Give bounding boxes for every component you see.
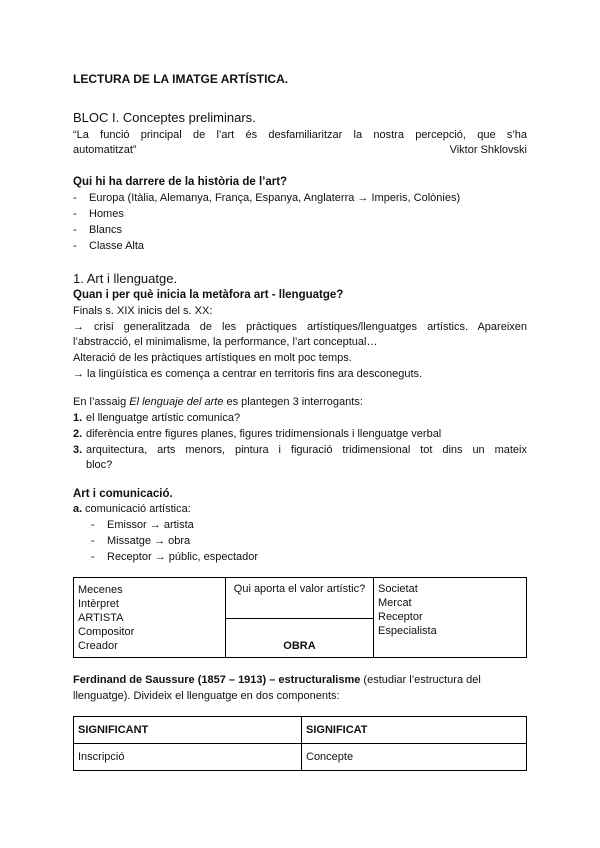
text-line: Alteració de les pràctiques artístiques en molt poc temps. (73, 352, 352, 364)
item-number: 1. (73, 412, 83, 424)
text-line: Finals s. XIX inicis del s. XX: (73, 305, 213, 317)
darrere-item: - Classe Alta (73, 240, 145, 252)
darrere-heading: Qui hi ha darrere de la història de l’art? (73, 176, 288, 188)
darrere-item: - Homes (73, 208, 124, 220)
text-line: → la lingüística es comença a centrar en territoris fins ara desconeguts. (73, 368, 423, 380)
darrere-item-text: Blancs (89, 224, 123, 236)
item-text: el llenguatge artístic comunica? (86, 412, 241, 424)
question-heading: Quan i per què inicia la metàfora art - llenguatge? (73, 289, 344, 301)
assaig-intro (73, 395, 527, 410)
table-cell-line: ARTISTA (78, 612, 124, 624)
list-item: - Emissor → artista (91, 519, 194, 531)
table-cell-line: Intèrpret (78, 598, 119, 610)
table-cell-line: Compositor (78, 626, 135, 638)
table-cell-line: Creador (78, 640, 118, 652)
table-cell-right (374, 578, 527, 658)
bloc-heading-text: BLOC I. Conceptes preliminars. (73, 110, 256, 125)
numbered-item (73, 427, 527, 442)
section-heading-art-llenguatge: 1. Art i llenguatge. (73, 271, 178, 286)
table-header-cell: SIGNIFICANT (74, 717, 302, 744)
saussure-line-2: llenguatge). Divideix el llenguatge en dos components: (73, 690, 340, 702)
table-cell: Concepte (302, 744, 527, 771)
darrere-item: - Europa (Itàlia, Alemanya, França, Espanya, Anglaterra → Imperis, Colònies) (73, 192, 461, 204)
darrere-item-text: Europa (Itàlia, Alemanya, França, Espanya, Anglaterra → Imperis, Colònies) (89, 192, 461, 204)
sub-text: comunicació artística: (85, 503, 191, 515)
document-title: LECTURA DE LA IMATGE ARTÍSTICA. (73, 72, 289, 86)
table-cell-line: Societat (378, 583, 418, 595)
darrere-item-text: Homes (89, 208, 124, 220)
saussure-bold: Ferdinand de Saussure (1857 – 1913) – estructuralisme (73, 674, 361, 686)
item-number: 3. (73, 444, 83, 456)
assaig-intro-text: En l’assaig (73, 396, 130, 408)
item-number: 2. (73, 428, 83, 440)
quote-author: Viktor Shklovski (449, 144, 527, 156)
table-cell-left (74, 578, 226, 658)
book-title: El lenguaje del arte (129, 396, 224, 408)
table-cell-line: Especialista (378, 625, 437, 637)
sub-item (73, 502, 527, 517)
table-cell-line: Mercat (378, 597, 412, 609)
table-header-cell: SIGNIFICAT (302, 717, 527, 744)
assaig-intro-text: es plantegen 3 interrogants: (223, 396, 363, 408)
bloc-heading (73, 110, 527, 125)
item-text: diferència entre figures planes, figures tridimensionals i llenguatge verbal (86, 428, 442, 440)
sign-table (73, 716, 527, 771)
quote-line-1: “La funció principal de l’art és desfamiliaritzar la nostra percepció, que s’ha (73, 129, 527, 141)
darrere-item: - Blancs (73, 224, 123, 236)
table-cell-line: Receptor (378, 611, 423, 623)
saussure-rest: (estudiar l’estructura del (360, 674, 481, 686)
list-item: - Missatge → obra (91, 535, 191, 547)
sub-label: a. (73, 503, 83, 515)
quote-text-end: automatitzat” (73, 144, 137, 156)
table-cell: Inscripció (74, 744, 302, 771)
list-item-text: Missatge → obra (107, 535, 191, 547)
list-item-text: Emissor → artista (107, 519, 194, 531)
list-item-text: Receptor → públic, espectador (107, 551, 259, 563)
art-value-table (73, 577, 527, 658)
list-item: - Receptor → públic, espectador (91, 551, 259, 563)
item-continuation: bloc? (86, 459, 113, 471)
quote-line-2 (73, 143, 527, 158)
table-cell-center-bottom: OBRA (226, 619, 374, 658)
saussure-line-1 (73, 673, 527, 688)
text-line: → crisi generalitzada de les pràctiques artístiques/llenguatges artístics. Apareixen (73, 321, 527, 333)
numbered-item (73, 443, 527, 458)
text-line: l’abstracció, el minimalisme, la performance, l’art conceptual… (73, 336, 378, 348)
comunicacio-heading: Art i comunicació. (73, 488, 173, 500)
item-text: arquitectura, arts menors, pintura i figuració tridimensional tot dins un mateix (86, 444, 527, 456)
table-cell-line: Mecenes (78, 584, 123, 596)
table-cell-center-top: Qui aporta el valor artístic? (226, 578, 374, 619)
darrere-item-text: Classe Alta (89, 240, 145, 252)
numbered-item (73, 411, 527, 426)
